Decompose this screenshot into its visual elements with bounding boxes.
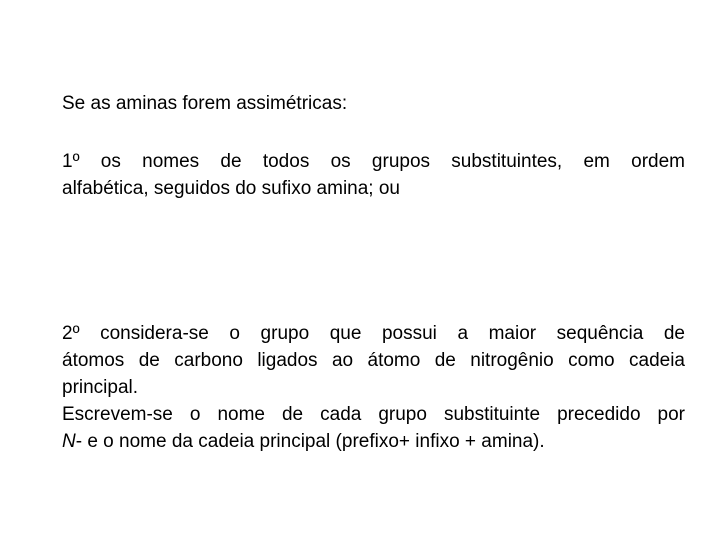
rule-2-line-5 [62,428,685,455]
rule-1-paragraph [62,148,685,202]
rule-2-line-1: 2º considera-se o grupo que possui a maior sequência de [62,323,685,344]
intro-line: Se as aminas forem assimétricas: [62,93,348,114]
n-prefix-italic: N [62,431,76,452]
rule-1-line-2: alfabética, seguidos do sufixo amina; ou [62,178,400,199]
rule-2-line-2: átomos de carbono ligados ao átomo de nitrogênio como cadeia [62,350,685,371]
rule-2-line-3: principal. [62,377,139,398]
rule-2-line-5-rest: - e o nome da cadeia principal (prefixo+ infixo + amina). [75,431,545,452]
intro-text [62,90,685,117]
rule-2-paragraph [62,320,685,455]
rule-2-line-4: Escrevem-se o nome de cada grupo substituinte precedido por [62,404,685,425]
rule-1-line-1: 1º os nomes de todos os grupos substituintes, em ordem [62,151,685,172]
